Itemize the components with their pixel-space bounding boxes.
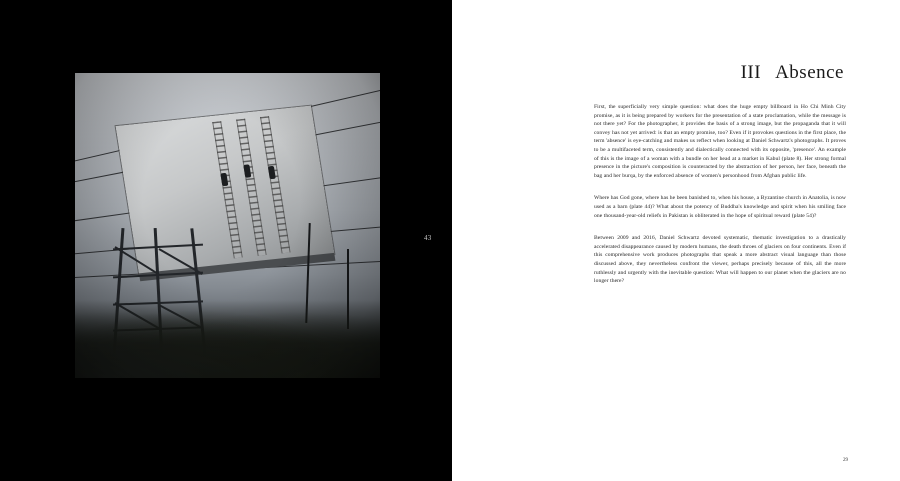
left-page-folio: 43 <box>424 234 432 242</box>
chapter-number: III <box>740 62 762 83</box>
photo-vignette <box>75 73 380 378</box>
paragraph: Between 2009 and 2016, Daniel Schwartz devoted systematic, thematic investigation to a drastically accelerated disappearance caused by modern humans, the death throes of glaciers on four continents. Even if this comprehensive work produces photographs that speak a more abstract visual language than those discussed above, they nevertheless confront the viewer, perhaps precisely because of this, all the more ruthlessly and urgently with the inevitable question: What will happen to our planet when the glaciers are no longer there? <box>594 235 846 285</box>
paragraph: First, the superficially very simple question: what does the huge empty billboard in Ho Chi Minh City promise, as it is being prepared by workers for the presentation of a state proclamation, while the message is not there yet? For the photographer, it provides the basis of a strong image, but the propaganda that it will convey has not yet arrived: is that an empty promise, too? Even if it provokes questions in the first place, the term 'absence' is eye-catching and makes us reflect when looking at Daniel Schwartz's photographs. It proves to be a multifaceted term, consistently and dialectically connected with its opposite, 'presence'. An example of this is the image of a woman with a bundle on her head at a market in Kabul (plate 8). Her strong formal presence in the picture's composition is counteracted by the abstraction of her person, her face, beneath the bag and her burqa, by the enforced absence of women's personhood from Afghan public life. <box>594 104 846 179</box>
right-page-folio: 29 <box>843 458 848 463</box>
right-page <box>452 0 900 481</box>
chapter-heading <box>741 62 844 84</box>
chapter-title: Absence <box>775 62 844 83</box>
body-text <box>594 103 846 300</box>
paragraph: Where has God gone, where has he been banished to, when his house, a Byzantine church in Anatolia, is now used as a barn (plate 44)? What about the potency of Buddha's knowledge and spirit when his smiling face one thousand-year-old reliefs in Pakistan is obliterated in the hope of spiritual reward (plate 54)? <box>594 195 846 219</box>
photograph <box>75 73 380 378</box>
